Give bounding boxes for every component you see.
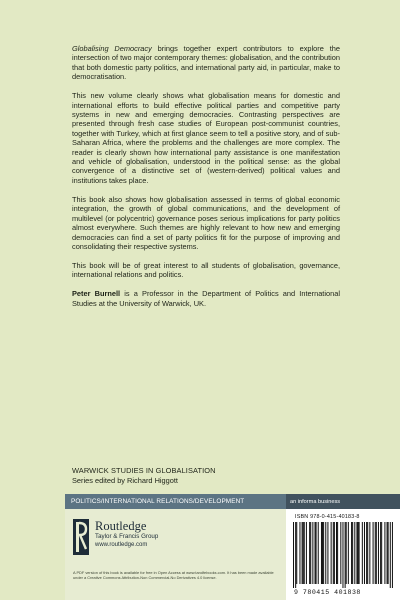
subject-band (65, 494, 400, 509)
publisher-name: Routledge (95, 519, 147, 533)
open-access-note: A PDF version of this book is available for free in Open Access at www.tandfebooks.com. It has been made available under a Creative Commons Attribution-Non Commercial-No Derivatives 4.0 license. (73, 570, 274, 581)
routledge-logo-icon (73, 519, 89, 555)
author-bio-paragraph (72, 289, 340, 308)
blurb-paragraph-4: This book will be of great interest to all students of globalisation, governance, international relations and politics. (72, 260, 340, 280)
blurb-paragraph-3: This book also shows how globalisation assessed in terms of global economic integration, the growth of global communications, and the development of multilevel (or polycentric) governance poses serious implications for party politics almost everywhere. Such themes are highly relevant to how new and emerging democracies can find a set of party politics fit for the purpose of improving and consolidating their respective systems. (72, 194, 340, 251)
barcode-panel (286, 509, 400, 600)
book-title-italic: Globalising Democracy (72, 44, 152, 53)
informa-business-label: an informa business (286, 494, 400, 509)
barcode-digits: 9 780415 401838 (294, 589, 361, 596)
isbn-label: ISBN 978-0-415-40183-8 (295, 514, 360, 520)
publisher-group: Taylor & Francis Group (95, 533, 159, 540)
back-cover-blurb (72, 44, 340, 318)
barcode-icon (293, 522, 393, 588)
series-editor: Series edited by Richard Higgott (72, 475, 178, 485)
blurb-paragraph-2: This new volume clearly shows what globalisation means for domestic and international efforts to build effective political parties and competitive party systems in new and emerging democracies. Contrasting perspectives are presented through fresh case studies of European post-communist countries, together with Turkey, which at first glance seem to tell a positive story, and of sub-Saharan Africa, where the problems and the challenges are more complex. The reader is clearly shown how international party assistance is one manifestation and vehicle of globalisation, understood in the political sense: as the global convergence of a distinctive set of (western-derived) political values and institutions takes place. (72, 91, 340, 185)
publisher-text (95, 520, 158, 549)
publisher-area (65, 509, 286, 600)
publisher-url[interactable]: www.routledge.com (95, 542, 148, 548)
series-info (72, 466, 216, 485)
blurb-intro-text: brings together expert contributors to explore the intersection of two major contemporary themes: globalisation, and the contribution that both domestic party politics, and international party aid, in particular, make to democratisation. (72, 44, 340, 82)
series-title: WARWICK STUDIES IN GLOBALISATION (72, 466, 216, 475)
author-bio-text: is a Professor in the Department of Politics and International Studies at the University of Warwick, UK. (72, 289, 340, 308)
blurb-intro-paragraph (72, 44, 340, 82)
subject-categories: POLITICS/INTERNATIONAL RELATIONS/DEVELOPMENT (71, 498, 245, 505)
author-name: Peter Burnell (72, 289, 121, 299)
